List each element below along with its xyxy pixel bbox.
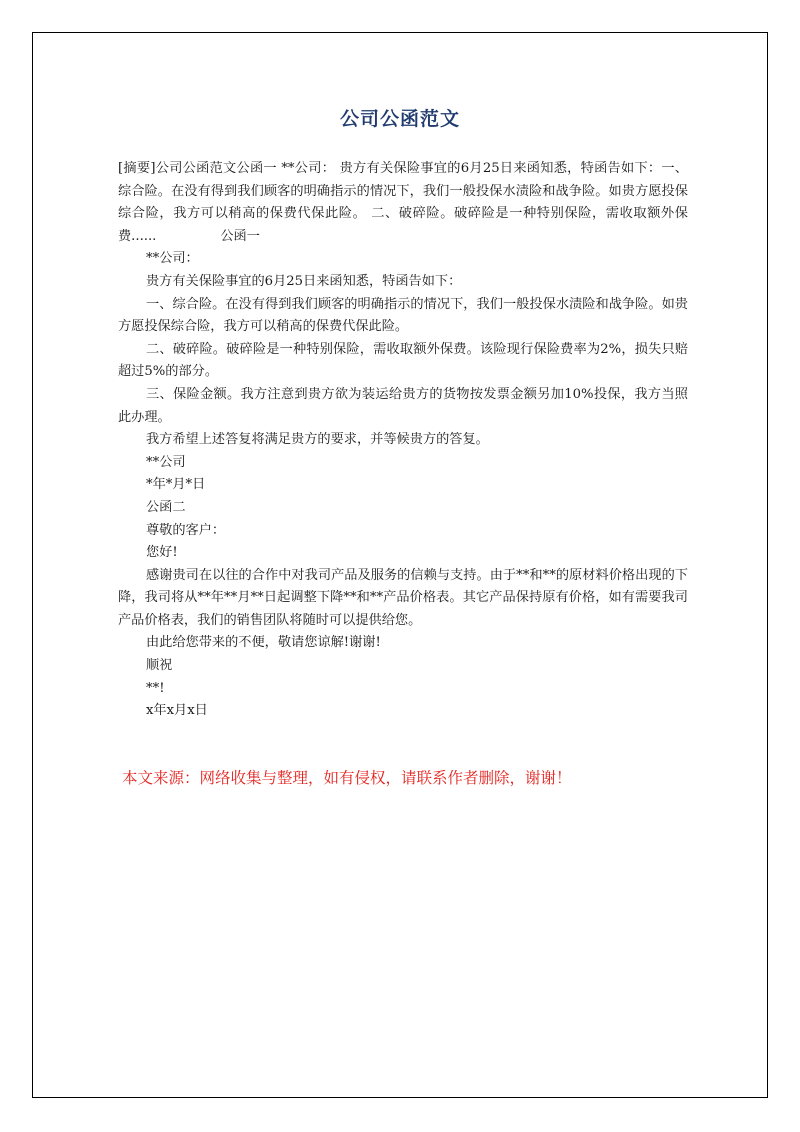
abstract-text: 公司公函范文公函一 **公司： 贵方有关保险事宜的6月25日来函知悉，特函告如下：一、综合险。在没有得到我们顾客的明确指示的情况下，我们一般投保水渍险和战争险。如贵方愿投保综合险，我方可以稍高的保费代保此险。 二、破碎险。破碎险是一种特别保险，需收取额外保费...... <box>118 161 688 244</box>
letter2-salutation: 尊敬的客户： <box>146 522 226 538</box>
document-body <box>118 158 688 723</box>
letter1-item1: 一、综合险。在没有得到我们顾客的明确指示的情况下，我们一般投保水渍险和战争险。如贵方愿投保综合险，我方可以稍高的保费代保此险。 <box>118 296 688 335</box>
letter1-closing: 我方希望上述答复将满足贵方的要求，并等候贵方的答复。 <box>146 432 489 448</box>
letter1-item3: 三、保险金额。我方注意到贵方欲为装运给贵方的货物按发票金额另加10%投保，我方当照此办理。 <box>118 386 688 425</box>
letter1-intro: 贵方有关保险事宜的6月25日来函知悉，特函告如下： <box>146 273 462 289</box>
abstract-label: [摘要] <box>118 161 156 176</box>
letter2-date: x年x月x日 <box>146 703 208 719</box>
letter1-date: *年*月*日 <box>146 477 206 493</box>
abstract-paragraph <box>118 158 688 248</box>
abstract-trailer: 公函一 <box>220 228 260 244</box>
letter2-greeting: 您好! <box>146 545 178 561</box>
letter1-signature: **公司 <box>146 454 186 470</box>
letter2-body: 感谢贵司在以往的合作中对我司产品及服务的信赖与支持。由于**和**的原材料价格出现的下降，我司将从**年**月**日起调整下降**和**产品价格表。其它产品保持原有价格，如有需要我司产品价格表，我们的销售团队将随时可以提供给您。 <box>118 567 688 628</box>
letter2-regards: 顺祝 <box>146 658 173 674</box>
source-note: 本文来源：网络收集与整理，如有侵权，请联系作者删除，谢谢！ <box>122 769 572 787</box>
document-title: 公司公函范文 <box>339 108 460 130</box>
letter1-salutation: **公司： <box>146 251 199 267</box>
letter2-heading: 公函二 <box>146 499 186 515</box>
letter1-item2: 二、破碎险。破碎险是一种特别保险，需收取额外保费。该险现行保险费率为2%，损失只赔超过5%的部分。 <box>118 341 688 380</box>
letter2-apology: 由此给您带来的不便，敬请您谅解!谢谢! <box>146 635 381 651</box>
letter2-wish: **! <box>146 680 165 696</box>
